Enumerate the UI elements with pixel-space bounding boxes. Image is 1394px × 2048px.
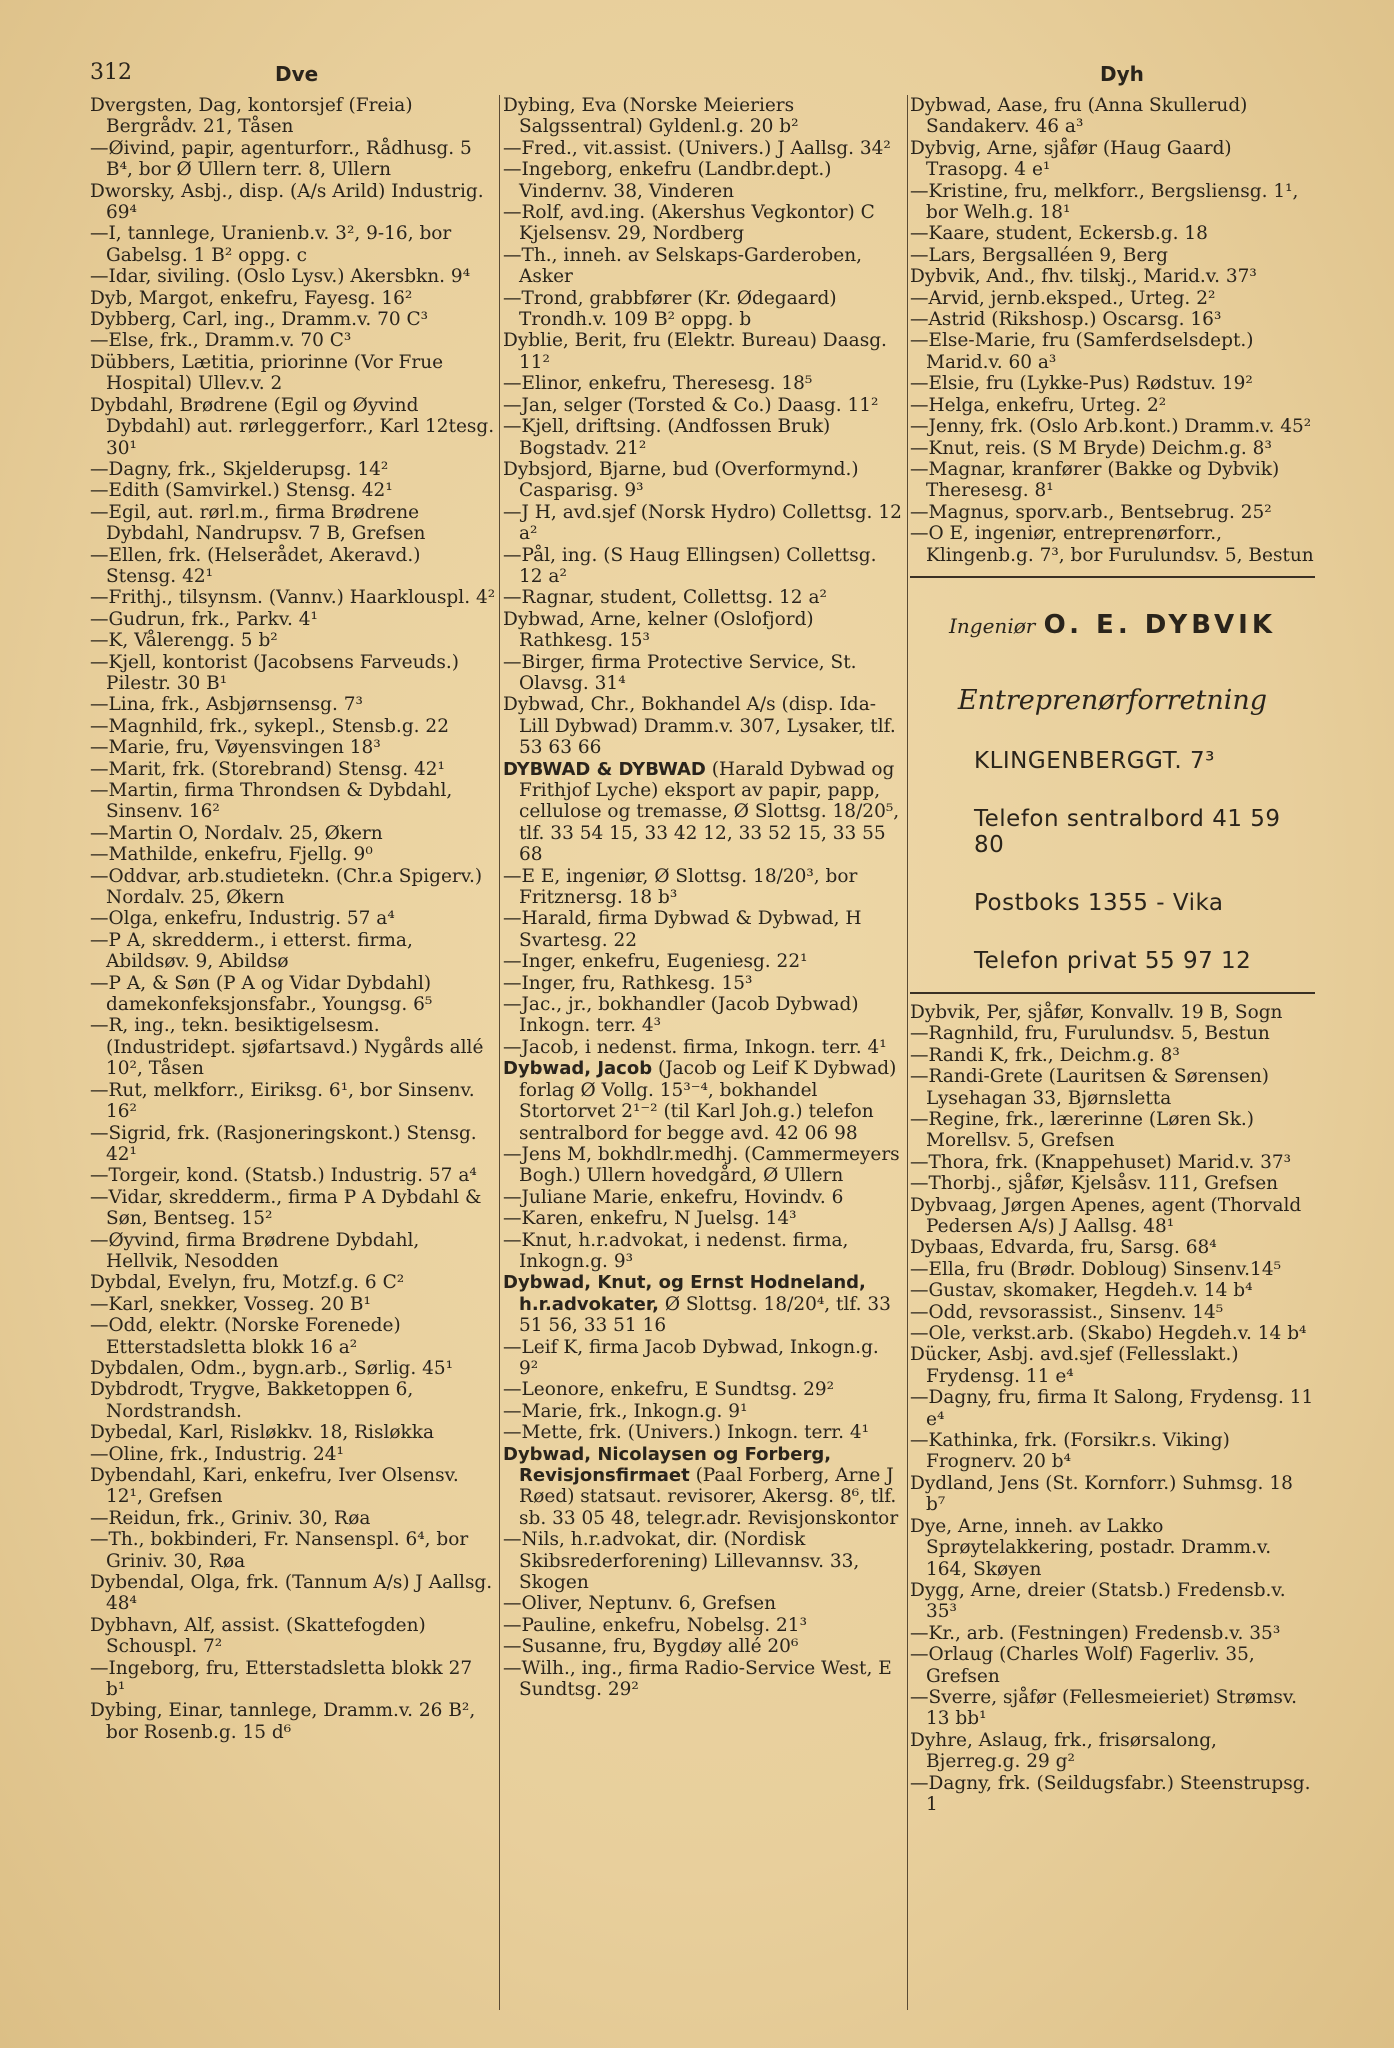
entry-text: —Lars, Bergsalléen 9, Berg bbox=[910, 244, 1168, 266]
entry-text: Dybedal, Karl, Risløkkv. 18, Risløkka bbox=[90, 1422, 434, 1444]
entry-text: —Kr., arb. (Festningen) Fredensb.v. 35³ bbox=[910, 1622, 1281, 1644]
entry-text: —Inger, enkefru, Eugeniesg. 22¹ bbox=[503, 951, 808, 973]
directory-entry bbox=[90, 1572, 496, 1615]
directory-entry bbox=[910, 181, 1315, 224]
directory-entry bbox=[90, 780, 496, 823]
directory-entry bbox=[90, 844, 496, 865]
ad-phone: Telefon sentralbord 41 59 80 bbox=[974, 805, 1281, 858]
directory-entry bbox=[910, 223, 1315, 244]
directory-entry bbox=[90, 545, 496, 588]
directory-entry bbox=[90, 502, 496, 545]
entry-text: Dye, Arne, inneh. av Lakko Sprøytelakkering, postadr. Dramm.v. 164, Skøyen bbox=[910, 1515, 1272, 1580]
column-3 bbox=[910, 95, 1315, 1815]
entry-text: —J H, avd.sjef (Norsk Hydro) Collettsg. 12 a² bbox=[503, 501, 902, 545]
entry-text: —Kaare, student, Eckersb.g. 18 bbox=[910, 223, 1208, 245]
directory-entry bbox=[503, 288, 903, 331]
entry-text: —Leif K, firma Jacob Dybwad, Inkogn.g. 9² bbox=[503, 1336, 879, 1379]
directory-entry bbox=[90, 138, 496, 181]
directory-entry bbox=[503, 866, 903, 909]
entry-text: —Karl, snekker, Vosseg. 20 B¹ bbox=[90, 1293, 371, 1315]
directory-entry bbox=[910, 1002, 1315, 1023]
directory-entry bbox=[910, 1644, 1315, 1687]
directory-entry bbox=[90, 609, 496, 630]
entry-text: Dydland, Jens (St. Kornforr.) Suhmsg. 18 b⁷ bbox=[910, 1472, 1293, 1516]
directory-entry bbox=[910, 1687, 1315, 1730]
entry-text: —O E, ingeniør, entreprenørforr., Klingenb.g. 7³, bor Furulundsv. 5, Bestun bbox=[910, 523, 1314, 566]
entry-text: —P A, & Søn (P A og Vidar Dybdahl) damekonfeksjonsfabr., Youngsg. 6⁵ bbox=[90, 972, 433, 1016]
entry-text: —Lina, frk., Asbjørnsensg. 7³ bbox=[90, 694, 363, 716]
directory-entry bbox=[503, 1208, 903, 1229]
directory-entry bbox=[910, 1344, 1315, 1387]
entry-text: —Kjell, kontorist (Jacobsens Farveuds.) Pilestr. 30 B¹ bbox=[90, 651, 459, 694]
entry-text: —R, ing., tekn. besiktigelsesm. (Industridept. sjøfartsavd.) Nygårds allé 10², Tåsen bbox=[90, 1015, 484, 1080]
entry-text: —E E, ingeniør, Ø Slottsg. 18/20³, bor Fritznersg. 18 b³ bbox=[503, 865, 858, 909]
entry-text: —Vidar, skredderm., firma P A Dybdahl & Søn, Bentseg. 15² bbox=[90, 1186, 482, 1230]
directory-entry bbox=[910, 1023, 1315, 1044]
entry-text: —Ellen, frk. (Helserådet, Akeravd.) Stensg. 42¹ bbox=[90, 544, 421, 587]
entry-text: Dybvaag, Jørgen Apenes, agent (Thorvald Pedersen A/s) J Aallsg. 48¹ bbox=[910, 1194, 1302, 1237]
directory-entry bbox=[90, 330, 496, 351]
directory-entry bbox=[910, 245, 1315, 266]
directory-entry bbox=[90, 1444, 496, 1465]
directory-entry bbox=[503, 951, 903, 972]
directory-entry bbox=[503, 245, 903, 288]
directory-entry bbox=[503, 502, 903, 545]
directory-entry bbox=[910, 266, 1315, 287]
entry-bold-heading: Dybwad, Nicolaysen og Forberg, Revisjonsfirmaet bbox=[503, 1443, 832, 1486]
directory-entry bbox=[503, 652, 903, 695]
entry-text: —P A, skredderm., i etterst. firma, Abildsøv. 9, Abildsø bbox=[90, 929, 413, 973]
directory-entry bbox=[503, 1037, 903, 1058]
directory-entry bbox=[90, 1529, 496, 1572]
entry-text: —Nils, h.r.advokat, dir. (Nordisk Skibsrederforening) Lillevannsv. 33, Skogen bbox=[503, 1529, 860, 1594]
directory-entry bbox=[90, 1294, 496, 1315]
directory-entry bbox=[503, 1144, 903, 1187]
directory-entry bbox=[90, 1080, 496, 1123]
entry-text: —Knut, h.r.advokat, i nedenst. firma, Inkogn.g. 9³ bbox=[503, 1229, 849, 1272]
entry-text: —Pål, ing. (S Haug Ellingsen) Collettsg. 12 a² bbox=[503, 544, 877, 587]
entry-text: (Jacob og Leif K Dybwad) forlag Ø Vollg. 15³⁻⁴, bokhandel Stortorvet 2¹⁻² (til Karl Joh.g.) telefon sentralbord for begge avd. 42 06 98 bbox=[519, 1058, 897, 1144]
entry-text: —Torgeir, kond. (Statsb.) Industrig. 57 a⁴ bbox=[90, 1165, 477, 1187]
entry-text: —Elinor, enkefru, Theresesg. 18⁵ bbox=[503, 373, 813, 395]
entry-text: —Gustav, skomaker, Hegdeh.v. 14 b⁴ bbox=[910, 1280, 1253, 1302]
directory-entry bbox=[90, 309, 496, 330]
entry-text: —Mette, frk. (Univers.) Inkogn. terr. 4¹ bbox=[503, 1422, 870, 1444]
directory-entry bbox=[503, 1187, 903, 1208]
entry-text: Dybvik, Per, sjåfør, Konvallv. 19 B, Sogn bbox=[910, 1001, 1283, 1023]
directory-entry bbox=[503, 1615, 903, 1636]
directory-entry bbox=[910, 438, 1315, 459]
directory-entry bbox=[503, 95, 903, 138]
directory-entry bbox=[90, 866, 496, 909]
entry-text: Dybendahl, Kari, enkefru, Iver Olsensv. 12¹, Grefsen bbox=[90, 1465, 459, 1508]
entry-text: —Kathinka, frk. (Forsikr.s. Viking) Frognerv. 20 b⁴ bbox=[910, 1430, 1230, 1473]
directory-entry bbox=[910, 1387, 1315, 1430]
entry-text: —Dagny, fru, firma It Salong, Frydensg. 11 e⁴ bbox=[910, 1387, 1314, 1430]
entry-text: —Mathilde, enkefru, Fjellg. 9⁰ bbox=[90, 844, 373, 866]
entry-text: —Reidun, frk., Griniv. 30, Røa bbox=[90, 1507, 371, 1529]
directory-entry bbox=[503, 994, 903, 1037]
directory-entry bbox=[503, 159, 903, 202]
directory-entry bbox=[503, 1401, 903, 1422]
entry-text: Dybsjord, Bjarne, bud (Overformynd.) Casparisg. 9³ bbox=[503, 458, 859, 502]
entry-text: —Rut, melkforr., Eiriksg. 6¹, bor Sinsenv. 16² bbox=[90, 1079, 475, 1123]
entry-text: —Fred., vit.assist. (Univers.) J Aallsg. 34² bbox=[503, 137, 891, 159]
directory-entry bbox=[90, 1379, 496, 1422]
entry-text: —K, Vålerengg. 5 b² bbox=[90, 630, 278, 652]
entry-text: Dyhre, Aslaug, frk., frisørsalong, Bjerreg.g. 29 g² bbox=[910, 1729, 1217, 1773]
page-number: 312 bbox=[90, 60, 132, 85]
entry-bold-heading: Dybwad, Jacob bbox=[503, 1058, 653, 1080]
directory-entry bbox=[90, 95, 496, 138]
directory-entry bbox=[90, 1615, 496, 1658]
directory-entry bbox=[503, 908, 903, 951]
directory-entry bbox=[90, 1658, 496, 1701]
entry-text: (Harald Dybwad og Frithjof Lyche) eksport av papir, papp, cellulose og tremasse, Ø Slottsg. 18/20⁵, tlf. 33 54 15, 33 42 12, 33 52 15, 33 55 68 bbox=[519, 758, 900, 866]
entry-text: Dybdrodt, Trygve, Bakketoppen 6, Nordstrandsh. bbox=[90, 1379, 414, 1422]
column-2 bbox=[503, 95, 903, 1700]
directory-entry bbox=[910, 1237, 1315, 1258]
directory-entry bbox=[910, 1045, 1315, 1066]
entry-text: Dübbers, Lætitia, priorinne (Vor Frue Hospital) Ullev.v. 2 bbox=[90, 351, 444, 395]
directory-entry bbox=[910, 416, 1315, 437]
directory-entry bbox=[90, 759, 496, 780]
entry-text: —Arvid, jernb.eksped., Urteg. 2² bbox=[910, 287, 1216, 309]
directory-entry bbox=[503, 1593, 903, 1614]
entry-text: —Ragnar, student, Collettsg. 12 a² bbox=[503, 587, 827, 609]
entry-text: —Marit, frk. (Storebrand) Stensg. 42¹ bbox=[90, 758, 445, 780]
directory-entry bbox=[910, 459, 1315, 502]
entry-text: —Pauline, enkefru, Nobelsg. 21³ bbox=[503, 1614, 807, 1636]
entry-text: —Wilh., ing., firma Radio-Service West, E Sundtsg. 29² bbox=[503, 1657, 892, 1701]
entry-text: (Paal Forberg, Arne J Røed) statsaut. revisorer, Akersg. 8⁶, tlf. sb. 33 05 48, telegr.adr. Revisjonskontor bbox=[519, 1465, 899, 1529]
entry-text: —Idar, siviling. (Oslo Lysv.) Akersbkn. 9⁴ bbox=[90, 266, 471, 288]
entry-text: Dybwad, Chr., Bokhandel A/s (disp. Ida-Lill Dybwad) Dramm.v. 307, Lysaker, tlf. 53 63 66 bbox=[503, 694, 896, 759]
entry-text: —Sigrid, frk. (Rasjoneringskont.) Stensg. 42¹ bbox=[90, 1122, 477, 1165]
directory-entry bbox=[503, 1658, 903, 1701]
directory-entry bbox=[503, 1230, 903, 1273]
directory-entry bbox=[910, 1730, 1315, 1773]
directory-entry bbox=[503, 416, 903, 459]
entry-text: —Egil, aut. rørl.m., firma Brødrene Dybdahl, Nandrupsv. 7 B, Grefsen bbox=[90, 501, 426, 545]
entry-text: Dvergsten, Dag, kontorsjef (Freia) Bergrådv. 21, Tåsen bbox=[90, 95, 413, 138]
entry-text: —Oline, frk., Industrig. 24¹ bbox=[90, 1443, 344, 1465]
entry-text: —Gudrun, frk., Parkv. 4¹ bbox=[90, 608, 318, 630]
entry-text: —Dagny, frk., Skjelderupsg. 14² bbox=[90, 458, 389, 480]
directory-entry bbox=[503, 1337, 903, 1380]
directory-entry bbox=[90, 1358, 496, 1379]
directory-entry bbox=[90, 908, 496, 929]
column-1 bbox=[90, 95, 496, 1743]
directory-entry bbox=[910, 330, 1315, 373]
directory-entry bbox=[503, 587, 903, 608]
directory-entry bbox=[90, 395, 496, 459]
entry-text: —Oddvar, arb.studietekn. (Chr.a Spigerv.) Nordalv. 25, Økern bbox=[90, 865, 483, 909]
entry-bold-heading: Dybwad, Knut, og Ernst Hodneland, h.r.advokater, bbox=[503, 1272, 866, 1315]
entry-text: —Orlaug (Charles Wolf) Fagerliv. 35, Grefsen bbox=[910, 1644, 1255, 1687]
entry-text: —Ingeborg, fru, Etterstadsletta blokk 27 b¹ bbox=[90, 1657, 473, 1701]
directory-entry bbox=[503, 694, 903, 758]
entry-text: Dyb, Margot, enkefru, Fayesg. 16² bbox=[90, 287, 413, 309]
entry-text: —Jacob, i nedenst. firma, Inkogn. terr. 4¹ bbox=[503, 1036, 887, 1058]
entry-text: Dygg, Arne, dreier (Statsb.) Fredensb.v. 35³ bbox=[910, 1579, 1286, 1623]
entry-text: —Else-Marie, fru (Samferdselsdept.) Marid.v. 60 a³ bbox=[910, 330, 1254, 373]
entry-text: —Jenny, frk. (Oslo Arb.kont.) Dramm.v. 45² bbox=[910, 416, 1312, 438]
entry-text: —Olga, enkefru, Industrig. 57 a⁴ bbox=[90, 908, 395, 930]
directory-entry bbox=[910, 1152, 1315, 1173]
directory-entry bbox=[910, 1109, 1315, 1152]
entry-text: Dybdahl, Brødrene (Egil og Øyvind Dybdahl) aut. rørleggerforr., Karl 12tesg. 30¹ bbox=[90, 394, 495, 459]
ad-title-prefix: Ingeniør bbox=[949, 613, 1036, 638]
entry-text: —Harald, firma Dybwad & Dybwad, H Svartesg. 22 bbox=[503, 908, 862, 951]
directory-entry bbox=[503, 1636, 903, 1657]
entry-text: —Jac., jr., bokhandler (Jacob Dybwad) Inkogn. terr. 4³ bbox=[503, 994, 859, 1037]
directory-entry bbox=[90, 716, 496, 737]
entry-text: —Knut, reis. (S M Bryde) Deichm.g. 8³ bbox=[910, 437, 1272, 459]
entry-text: —Trond, grabbfører (Kr. Ødegaard) Trondh.v. 109 B² oppg. b bbox=[503, 287, 837, 331]
directory-entry bbox=[910, 288, 1315, 309]
page-header bbox=[90, 54, 1324, 94]
entry-text: —Randi K, frk., Deichm.g. 8³ bbox=[910, 1044, 1180, 1066]
entry-text: —Odd, elektr. (Norske Forenede) Etterstadsletta blokk 16 a² bbox=[90, 1315, 401, 1358]
directory-entry bbox=[90, 630, 496, 651]
ad-heading bbox=[910, 608, 1315, 643]
entry-text: —I, tannlege, Uranienb.v. 3², 9-16, bor Gabelsg. 1 B² oppg. c bbox=[90, 223, 452, 266]
directory-entry bbox=[910, 1580, 1315, 1623]
ad-company-name: O. E. DYBVIK bbox=[1043, 609, 1276, 640]
entry-text: —Frithj., tilsynsm. (Vannv.) Haarklouspl. 4² bbox=[90, 587, 496, 609]
directory-entry bbox=[90, 587, 496, 608]
directory-entry bbox=[910, 1280, 1315, 1301]
entry-text: Dybing, Einar, tannlege, Dramm.v. 26 B², bor Rosenb.g. 15 d⁶ bbox=[90, 1700, 476, 1743]
directory-entry bbox=[503, 1058, 903, 1144]
entry-text: —Juliane Marie, enkefru, Hovindv. 6 bbox=[503, 1186, 844, 1208]
directory-entry bbox=[90, 1700, 496, 1743]
directory-entry bbox=[910, 138, 1315, 181]
entry-text: Dybvik, And., fhv. tilskj., Marid.v. 37³ bbox=[910, 266, 1257, 288]
directory-entry bbox=[503, 759, 903, 866]
entry-text: —Jan, selger (Torsted & Co.) Daasg. 11² bbox=[503, 394, 879, 416]
entry-text: —Øyvind, firma Brødrene Dybdahl, Hellvik, Nesodden bbox=[90, 1229, 420, 1272]
directory-entry bbox=[910, 523, 1315, 566]
directory-entry bbox=[910, 1430, 1315, 1473]
column-3-entries-top bbox=[910, 95, 1315, 566]
directory-entry bbox=[503, 1422, 903, 1443]
entry-text: —Susanne, fru, Bygdøy allé 20⁶ bbox=[503, 1636, 799, 1658]
entry-text: Dybvig, Arne, sjåfør (Haug Gaard) Trasopg. 4 e¹ bbox=[910, 137, 1232, 181]
directory-entry bbox=[90, 1422, 496, 1443]
entry-text: —Ragnhild, fru, Furulundsv. 5, Bestun bbox=[910, 1023, 1270, 1045]
directory-entry bbox=[90, 352, 496, 395]
directory-entry bbox=[503, 395, 903, 416]
entry-text: —Th., bokbinderi, Fr. Nansenspl. 6⁴, bor Griniv. 30, Røa bbox=[90, 1529, 469, 1572]
directory-entry bbox=[503, 202, 903, 245]
directory-entry bbox=[90, 652, 496, 695]
directory-entry bbox=[90, 1123, 496, 1166]
directory-entry bbox=[503, 330, 903, 373]
directory-entry bbox=[910, 95, 1315, 138]
ad-subtitle: Entreprenørforretning bbox=[957, 684, 1268, 716]
directory-entry bbox=[910, 1773, 1315, 1816]
directory-entry bbox=[90, 181, 496, 224]
entry-bold-heading: DYBWAD & DYBWAD bbox=[503, 758, 706, 780]
entry-text: —Martin O, Nordalv. 25, Økern bbox=[90, 822, 383, 844]
directory-entry bbox=[503, 609, 903, 652]
entry-text: —Dagny, frk. (Seildugsfabr.) Steenstrupsg. 1 bbox=[910, 1772, 1311, 1815]
directory-entry bbox=[503, 459, 903, 502]
entry-text: —Thorbj., sjåfør, Kjelsåsv. 111, Grefsen bbox=[910, 1173, 1279, 1195]
entry-text: —Leonore, enkefru, E Sundtsg. 29² bbox=[503, 1379, 835, 1401]
directory-entry bbox=[910, 1195, 1315, 1238]
entry-text: —Marie, frk., Inkogn.g. 9¹ bbox=[503, 1400, 748, 1422]
entry-text: —Ingeborg, enkefru (Landbr.dept.) Vindernv. 38, Vinderen bbox=[503, 159, 832, 202]
directory-entry bbox=[90, 1315, 496, 1358]
directory-entry bbox=[503, 1379, 903, 1400]
entry-text: Dücker, Asbj. avd.sjef (Fellesslakt.) Frydensg. 11 e⁴ bbox=[910, 1344, 1239, 1387]
directory-entry bbox=[503, 545, 903, 588]
entry-text: —Regine, frk., lærerinne (Løren Sk.) Morellsv. 5, Grefsen bbox=[910, 1108, 1255, 1152]
entry-text: —Marie, fru, Vøyensvingen 18³ bbox=[90, 737, 381, 759]
directory-entry bbox=[910, 1066, 1315, 1109]
entry-text: —Jens M, bokhdlr.medhj. (Cammermeyers Bogh.) Ullern hovedgård, Ø Ullern bbox=[503, 1143, 900, 1187]
directory-entry bbox=[910, 395, 1315, 416]
header-right-guide-word: Dyh bbox=[1100, 62, 1144, 86]
directory-entry bbox=[503, 1444, 903, 1530]
entry-text: —Øivind, papir, agenturforr., Rådhusg. 5 B⁴, bor Ø Ullern terr. 8, Ullern bbox=[90, 137, 472, 181]
directory-entry bbox=[910, 1259, 1315, 1280]
directory-entry bbox=[90, 823, 496, 844]
entry-text: —Magnar, kranfører (Bakke og Dybvik) Theresesg. 8¹ bbox=[910, 458, 1280, 502]
directory-entry bbox=[90, 459, 496, 480]
directory-entry bbox=[90, 288, 496, 309]
directory-entry bbox=[90, 930, 496, 973]
header-left-guide-word: Dve bbox=[275, 62, 319, 86]
entry-text: —Ella, fru (Brødr. Dobloug) Sinsenv.14⁵ bbox=[910, 1258, 1282, 1280]
entry-text: —Karen, enkefru, N Juelsg. 14³ bbox=[503, 1208, 797, 1230]
entry-text: —Helga, enkefru, Urteg. 2² bbox=[910, 394, 1167, 416]
entry-text: —Sverre, sjåfør (Fellesmeieriet) Strømsv. 13 bb¹ bbox=[910, 1686, 1298, 1730]
directory-entry bbox=[90, 1165, 496, 1186]
directory-entry bbox=[910, 1302, 1315, 1323]
directory-entry bbox=[90, 737, 496, 758]
directory-entry bbox=[910, 1323, 1315, 1344]
column-3-entries-bottom bbox=[910, 1002, 1315, 1815]
entry-text: Dyblie, Berit, fru (Elektr. Bureau) Daasg. 11² bbox=[503, 330, 887, 373]
directory-entry bbox=[910, 373, 1315, 394]
column-divider bbox=[907, 95, 908, 2010]
entry-text: —Elsie, fru (Lykke-Pus) Rødstuv. 19² bbox=[910, 373, 1253, 395]
directory-entry bbox=[910, 1623, 1315, 1644]
directory-entry bbox=[90, 480, 496, 501]
directory-entry bbox=[90, 694, 496, 715]
directory-entry bbox=[503, 138, 903, 159]
entry-text: —Randi-Grete (Lauritsen & Sørensen) Lysehagan 33, Bjørnsletta bbox=[910, 1066, 1269, 1109]
ad-address: KLINGENBERGGT. 7³ bbox=[974, 747, 1215, 774]
entry-text: —Oliver, Neptunv. 6, Grefsen bbox=[503, 1593, 777, 1615]
directory-entry bbox=[90, 1508, 496, 1529]
entry-text: Dybdal, Evelyn, fru, Motzf.g. 6 C² bbox=[90, 1272, 405, 1294]
entry-text: —Inger, fru, Rathkesg. 15³ bbox=[503, 972, 753, 994]
directory-entry bbox=[910, 309, 1315, 330]
entry-text: —Edith (Samvirkel.) Stensg. 42¹ bbox=[90, 480, 393, 502]
directory-entry bbox=[910, 1173, 1315, 1194]
ad-phone-private: Telefon privat 55 97 12 bbox=[974, 947, 1252, 974]
entry-text: Dybing, Eva (Norske Meieriers Salgssentral) Gyldenl.g. 20 b² bbox=[503, 95, 799, 138]
directory-entry bbox=[503, 973, 903, 994]
directory-entry bbox=[910, 1516, 1315, 1580]
entry-text: —Ole, verkst.arb. (Skabo) Hegdeh.v. 14 b⁴ bbox=[910, 1323, 1307, 1345]
directory-entry bbox=[910, 1473, 1315, 1516]
entry-text: Dybhavn, Alf, assist. (Skattefogden) Schouspl. 7² bbox=[90, 1614, 426, 1658]
entry-text: —Rolf, avd.ing. (Akershus Vegkontor) C Kjelsensv. 29, Nordberg bbox=[503, 202, 875, 245]
directory-entry bbox=[90, 223, 496, 266]
entry-text: —Thora, frk. (Knappehuset) Marid.v. 37³ bbox=[910, 1151, 1292, 1173]
entry-text: Ø Slottsg. 18/20⁴, tlf. 33 51 56, 33 51 16 bbox=[519, 1293, 891, 1337]
advertisement-box bbox=[910, 576, 1315, 994]
directory-entry bbox=[90, 1272, 496, 1293]
directory-entry bbox=[503, 1529, 903, 1593]
entry-text: —Martin, firma Throndsen & Dybdahl, Sinsenv. 16² bbox=[90, 780, 453, 823]
entry-text: —Th., inneh. av Selskaps-Garderoben, Asker bbox=[503, 244, 862, 288]
directory-entry bbox=[90, 1230, 496, 1273]
entry-text: Dybberg, Carl, ing., Dramm.v. 70 C³ bbox=[90, 309, 429, 331]
directory-entry bbox=[90, 1187, 496, 1230]
entry-text: Dybdalen, Odm., bygn.arb., Sørlig. 45¹ bbox=[90, 1357, 454, 1379]
entry-text: —Astrid (Rikshosp.) Oscarsg. 16³ bbox=[910, 309, 1222, 331]
directory-entry bbox=[90, 266, 496, 287]
entry-text: —Kjell, driftsing. (Andfossen Bruk) Bogstadv. 21² bbox=[503, 416, 831, 459]
column-divider bbox=[499, 95, 500, 2010]
entry-text: Dworsky, Asbj., disp. (A/s Arild) Industrig. 69⁴ bbox=[90, 180, 484, 224]
directory-entry bbox=[90, 973, 496, 1016]
entry-text: —Else, frk., Dramm.v. 70 C³ bbox=[90, 330, 352, 352]
entry-text: —Magnus, sporv.arb., Bentsebrug. 25² bbox=[910, 501, 1272, 523]
entry-text: —Birger, firma Protective Service, St. Olavsg. 31⁴ bbox=[503, 651, 857, 694]
directory-entry bbox=[503, 1272, 903, 1336]
entry-text: Dybendal, Olga, frk. (Tannum A/s) J Aallsg. 48⁴ bbox=[90, 1572, 493, 1615]
ad-postbox: Postboks 1355 - Vika bbox=[974, 889, 1224, 916]
entry-text: Dybwad, Arne, kelner (Oslofjord) Rathkesg. 15³ bbox=[503, 608, 814, 652]
directory-entry bbox=[910, 502, 1315, 523]
directory-entry bbox=[90, 1015, 496, 1079]
directory-entry bbox=[503, 373, 903, 394]
entry-text: —Magnhild, frk., sykepl., Stensb.g. 22 bbox=[90, 715, 449, 737]
entry-text: —Kristine, fru, melkforr., Bergsliensg. 1¹, bor Welh.g. 18¹ bbox=[910, 180, 1299, 224]
entry-text: —Odd, revsorassist., Sinsenv. 14⁵ bbox=[910, 1301, 1224, 1323]
directory-entry bbox=[90, 1465, 496, 1508]
entry-text: Dybwad, Aase, fru (Anna Skullerud) Sandakerv. 46 a³ bbox=[910, 95, 1248, 138]
entry-text: Dybaas, Edvarda, fru, Sarsg. 68⁴ bbox=[910, 1237, 1217, 1259]
